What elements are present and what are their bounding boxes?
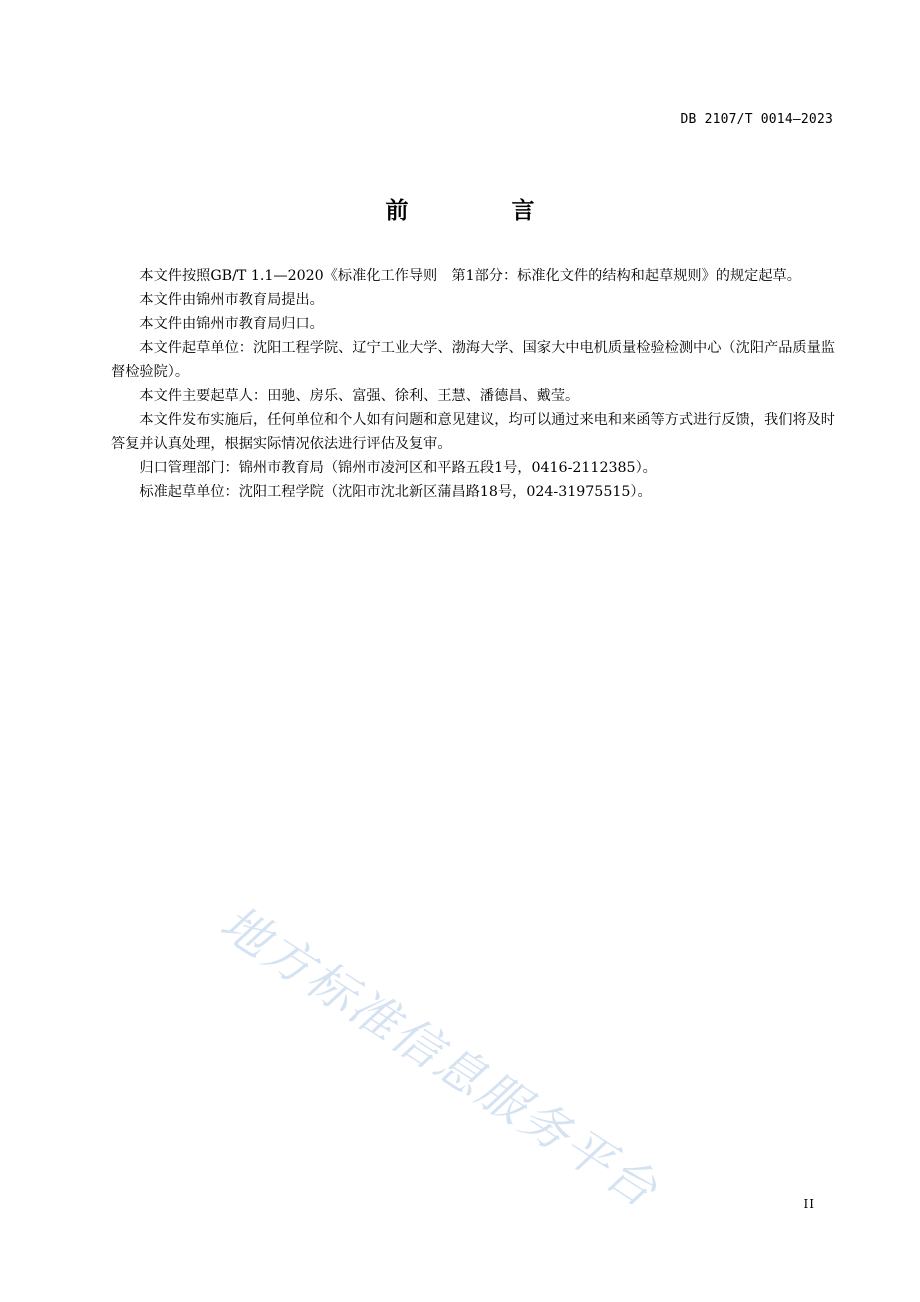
paragraph-management-dept: 归口管理部门：锦州市教育局（锦州市凌河区和平路五段1号，0416-2112385）。 <box>139 460 657 476</box>
paragraph-drafting-units: 本文件起草单位：沈阳工程学院、辽宁工业大学、渤海大学、国家大中电机质量检验检测中心（沈阳产品质量监督检验院）。 <box>111 340 835 380</box>
page-title: 前 言 <box>385 198 575 224</box>
page-number: II <box>803 1197 815 1211</box>
foreword-body <box>111 264 835 504</box>
paragraph-centralized-unit: 本文件由锦州市教育局归口。 <box>139 316 324 332</box>
paragraph-proposer: 本文件由锦州市教育局提出。 <box>139 292 324 308</box>
paragraph-feedback: 本文件发布实施后，任何单位和个人如有问题和意见建议，均可以通过来电和来函等方式进行反馈，我们将及时答复并认真处理，根据实际情况依法进行评估及复审。 <box>111 412 835 452</box>
paragraph-drafting-contact: 标准起草单位：沈阳工程学院（沈阳市沈北新区蒲昌路18号，024-31975515）。 <box>139 484 652 500</box>
document-code: DB 2107/T 0014—2023 <box>680 112 833 127</box>
paragraph-main-drafters: 本文件主要起草人：田驰、房乐、富强、徐利、王慧、潘德昌、戴莹。 <box>139 388 580 404</box>
watermark: 地方标准信息服务平台 <box>210 894 669 1220</box>
paragraph-drafting-basis: 本文件按照GB/T 1.1—2020《标准化工作导则 第1部分：标准化文件的结构和起草规则》的规定起草。 <box>139 268 801 284</box>
